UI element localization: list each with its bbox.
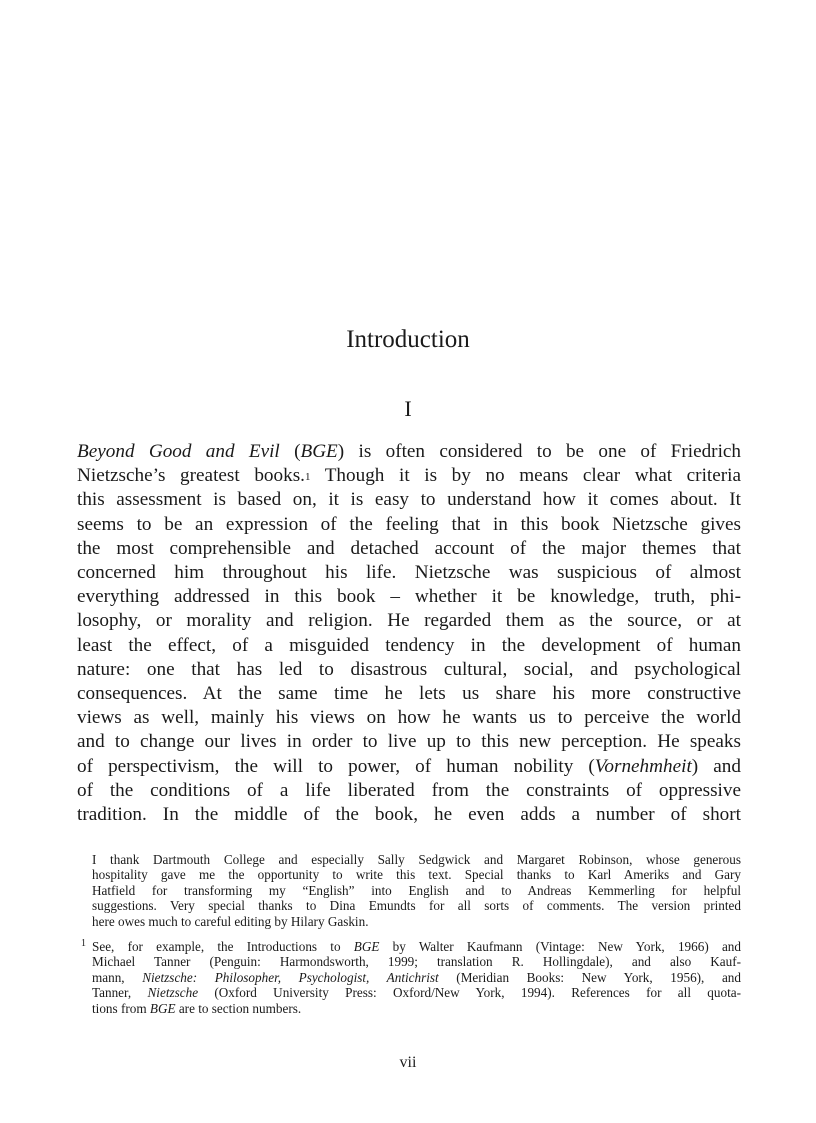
footnote-ref[interactable]: 1	[304, 471, 311, 484]
text-run: ) and	[691, 755, 741, 777]
footnote-1	[81, 938, 741, 1016]
body-line: seems to be an expression of the feeling that in this book Nietzsche gives	[77, 513, 741, 535]
footnotes	[81, 852, 741, 1026]
text-run: tions from	[92, 1000, 150, 1016]
footnote-line	[92, 939, 741, 954]
text-run: (	[279, 441, 301, 462]
body-paragraph	[77, 440, 741, 827]
body-line: everything addressed in this book – whether it be knowledge, truth, phi-	[77, 586, 741, 608]
italic-term: BGE	[149, 1000, 176, 1016]
body-line: this assessment is based on, it is easy to understand how it comes about. It	[77, 489, 741, 511]
text-run: by Walter Kaufmann (Vintage: New York, 1966) and	[379, 939, 741, 955]
footnote-marker: 1	[81, 938, 86, 950]
text-run: Nietzsche’s greatest books.	[77, 465, 305, 487]
footnote-line: I thank Dartmouth College and especially Sally Sedgwick and Margaret Robinson, whose generous	[92, 852, 741, 867]
chapter-title: Introduction	[346, 326, 470, 353]
body-line: nature: one that has led to disastrous cultural, social, and psychological	[77, 658, 741, 680]
body-line	[77, 755, 741, 779]
italic-term: Nietzsche: Philosopher, Psychologist, Antichrist	[142, 969, 439, 985]
body-line: tradition. In the middle of the book, he even adds a number of short	[77, 804, 741, 826]
text-run: are to section numbers.	[175, 1000, 302, 1016]
body-line	[77, 440, 741, 464]
body-line: views as well, mainly his views on how he wants us to perceive the world	[77, 707, 741, 729]
section-number: I	[404, 396, 412, 421]
footnote-line	[92, 970, 741, 985]
book-title: Beyond Good and Evil	[77, 441, 280, 462]
body-line: least the effect, of a misguided tendency in the development of human	[77, 634, 741, 656]
body-line: consequences. At the same time he lets us share his more constructive	[77, 683, 741, 705]
body-line	[77, 464, 741, 488]
italic-term: Nietzsche	[147, 985, 199, 1001]
footnote-line: Michael Tanner (Penguin: Harmondsworth, 1999; translation R. Hollingdale), and also Kauf-	[92, 954, 741, 970]
italic-term: Vornehmheit	[594, 755, 692, 777]
footnote-line: here owes much to careful editing by Hilary Gaskin.	[92, 913, 369, 929]
footnote-line: hospitality gave me the opportunity to write this text. Special thanks to Karl Ameriks and Gary	[92, 867, 741, 883]
footnote-line	[92, 1001, 741, 1016]
text-run: of perspectivism, the will to power, of human nobility (	[77, 755, 595, 777]
book-abbrev: BGE	[300, 441, 338, 462]
body-line: concerned him throughout his life. Nietzsche was suspicious of almost	[77, 562, 741, 584]
footnote-line: suggestions. Very special thanks to Dina Emundts for all sorts of comments. The version printed	[92, 898, 741, 914]
text-run: ) is often considered to be one of Friedrich	[337, 441, 742, 462]
text-run: Tanner,	[92, 985, 148, 1001]
body-line: losophy, or morality and religion. He regarded them as the source, or at	[77, 610, 741, 632]
body-line: the most comprehensible and detached account of the major themes that	[77, 537, 741, 559]
text-run: Though it is by no means clear what criteria	[310, 465, 741, 487]
text-run: See, for example, the Introductions to	[92, 939, 354, 955]
body-line: and to change our lives in order to live up to this new perception. He speaks	[77, 731, 741, 753]
text-run: mann,	[92, 969, 143, 985]
text-run: (Meridian Books: New York, 1956), and	[438, 969, 741, 985]
footnote-line: Hatfield for transforming my “English” into English and to Andreas Kemmerling for helpful	[92, 882, 741, 898]
body-line: of the conditions of a life liberated from the constraints of oppressive	[77, 779, 741, 801]
page-number: vii	[399, 1054, 417, 1071]
footnote-line	[92, 985, 741, 1000]
acknowledgement-note	[92, 852, 741, 929]
text-run: (Oxford University Press: Oxford/New York, 1994). References for all quota-	[198, 985, 741, 1001]
italic-term: BGE	[353, 939, 380, 955]
